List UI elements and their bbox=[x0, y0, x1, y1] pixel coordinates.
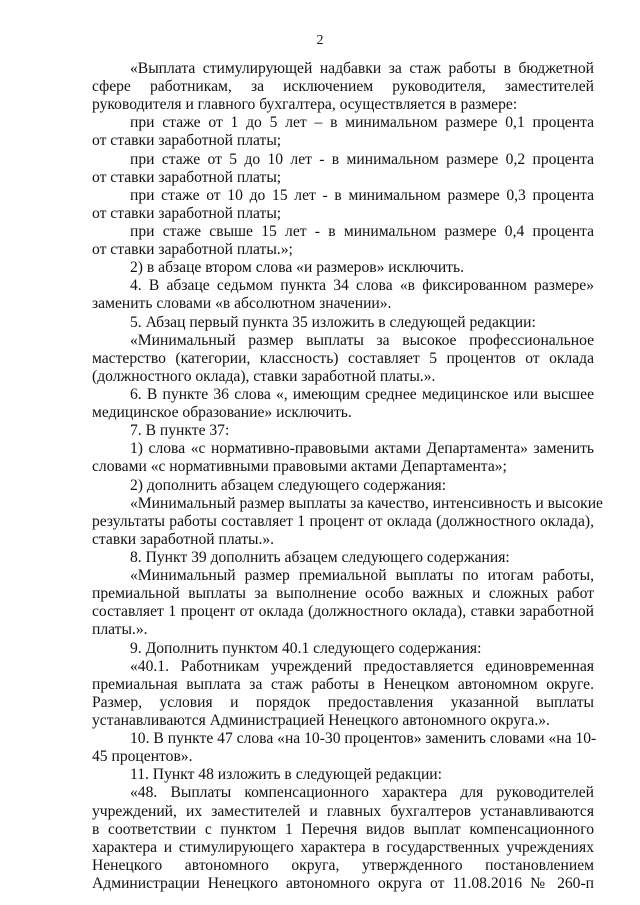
page-number: 2 bbox=[316, 33, 324, 48]
text-line: Ненецкого автономного округа, утвержденного постановлением bbox=[92, 857, 594, 874]
text-line: «Минимальный размер выплаты за качество, интенсивность и высокие bbox=[130, 495, 603, 512]
text-line: премиальная выплата за стаж работы в Ненецком автономном округе. bbox=[92, 676, 594, 693]
text-line: при стаже от 5 до 10 лет - в минимальном размере 0,2 процента bbox=[130, 151, 594, 168]
text-line: устанавливаются Администрацией Ненецкого автономного округа.». bbox=[92, 712, 550, 729]
text-line: «48. Выплаты компенсационного характера для руководителей bbox=[130, 784, 594, 801]
text-line: 8. Пункт 39 дополнить абзацем следующего содержания: bbox=[130, 549, 510, 566]
text-line: от ставки заработной платы; bbox=[92, 205, 282, 222]
text-line: 11. Пункт 48 изложить в следующей редакции: bbox=[130, 766, 442, 783]
text-line: от ставки заработной платы; bbox=[92, 169, 282, 186]
text-line: 9. Дополнить пунктом 40.1 следующего содержания: bbox=[130, 640, 482, 657]
text-line: в соответствии с пунктом 1 Перечня видов выплат компенсационного bbox=[92, 821, 594, 838]
text-line: «Выплата стимулирующей надбавки за стаж работы в бюджетной bbox=[130, 60, 594, 77]
text-line: «40.1. Работникам учреждений предоставляется единовременная bbox=[130, 658, 594, 675]
text-line: составляет 1 процент от оклада (должностного оклада), ставки заработной bbox=[92, 603, 594, 620]
text-line: «Минимальный размер премиальной выплаты по итогам работы, bbox=[130, 567, 594, 584]
text-line: платы.». bbox=[92, 621, 148, 638]
text-line: 5. Абзац первый пункта 35 изложить в следующей редакции: bbox=[130, 314, 536, 331]
text-line: мастерство (категории, классность) составляет 5 процентов от оклада bbox=[92, 350, 594, 367]
text-line: 45 процентов». bbox=[92, 748, 193, 765]
text-line: результаты работы составляет 1 процент от оклада (должностного оклада), bbox=[92, 513, 594, 530]
text-line: Администрации Ненецкого автономного округа от 11.08.2016 № 260-п bbox=[92, 875, 594, 892]
text-line: от ставки заработной платы; bbox=[92, 132, 282, 149]
text-line: 2) в абзаце втором слова «и размеров» исключить. bbox=[130, 259, 465, 276]
text-line: заменить словами «в абсолютном значении». bbox=[92, 295, 392, 312]
text-line: Размер, условия и порядок предоставления указанной выплаты bbox=[92, 694, 594, 711]
text-line: ставки заработной платы.». bbox=[92, 531, 275, 548]
text-line: руководителя и главного бухгалтера, осуществляется в размере: bbox=[92, 96, 518, 113]
text-line: премиальной выплаты за выполнение особо важных и сложных работ bbox=[92, 585, 594, 602]
text-line: медицинское образование» исключить. bbox=[92, 404, 352, 421]
text-line: характера и стимулирующего характера в государственных учреждениях bbox=[92, 839, 594, 856]
text-line: при стаже свыше 15 лет - в минимальном размере 0,4 процента bbox=[130, 223, 594, 240]
text-line: от ставки заработной платы.»; bbox=[92, 241, 293, 258]
text-line: при стаже от 10 до 15 лет - в минимальном размере 0,3 процента bbox=[130, 187, 594, 204]
text-line: (должностного оклада), ставки заработной платы.». bbox=[92, 368, 436, 385]
text-line: сфере работникам, за исключением руководителя, заместителей bbox=[92, 78, 594, 95]
text-line: 7. В пункте 37: bbox=[130, 422, 230, 439]
text-line: при стаже от 1 до 5 лет – в минимальном размере 0,1 процента bbox=[130, 114, 594, 131]
text-line: 10. В пункте 47 слова «на 10-30 процентов» заменить словами «на 10- bbox=[130, 730, 597, 747]
text-line: учреждений, их заместителей и главных бухгалтеров устанавливаются bbox=[92, 803, 594, 820]
text-line: 2) дополнить абзацем следующего содержания: bbox=[130, 477, 447, 494]
text-line: 1) слова «с нормативно-правовыми актами Департамента» заменить bbox=[130, 440, 594, 457]
text-line: 4. В абзаце седьмом пункта 34 слова «в фиксированном размере» bbox=[130, 277, 594, 294]
text-line: словами «с нормативными правовыми актами Департамента»; bbox=[92, 458, 507, 475]
text-line: 6. В пункте 36 слова «, имеющим среднее медицинское или высшее bbox=[130, 386, 594, 403]
text-line: «Минимальный размер выплаты за высокое профессиональное bbox=[130, 332, 594, 349]
